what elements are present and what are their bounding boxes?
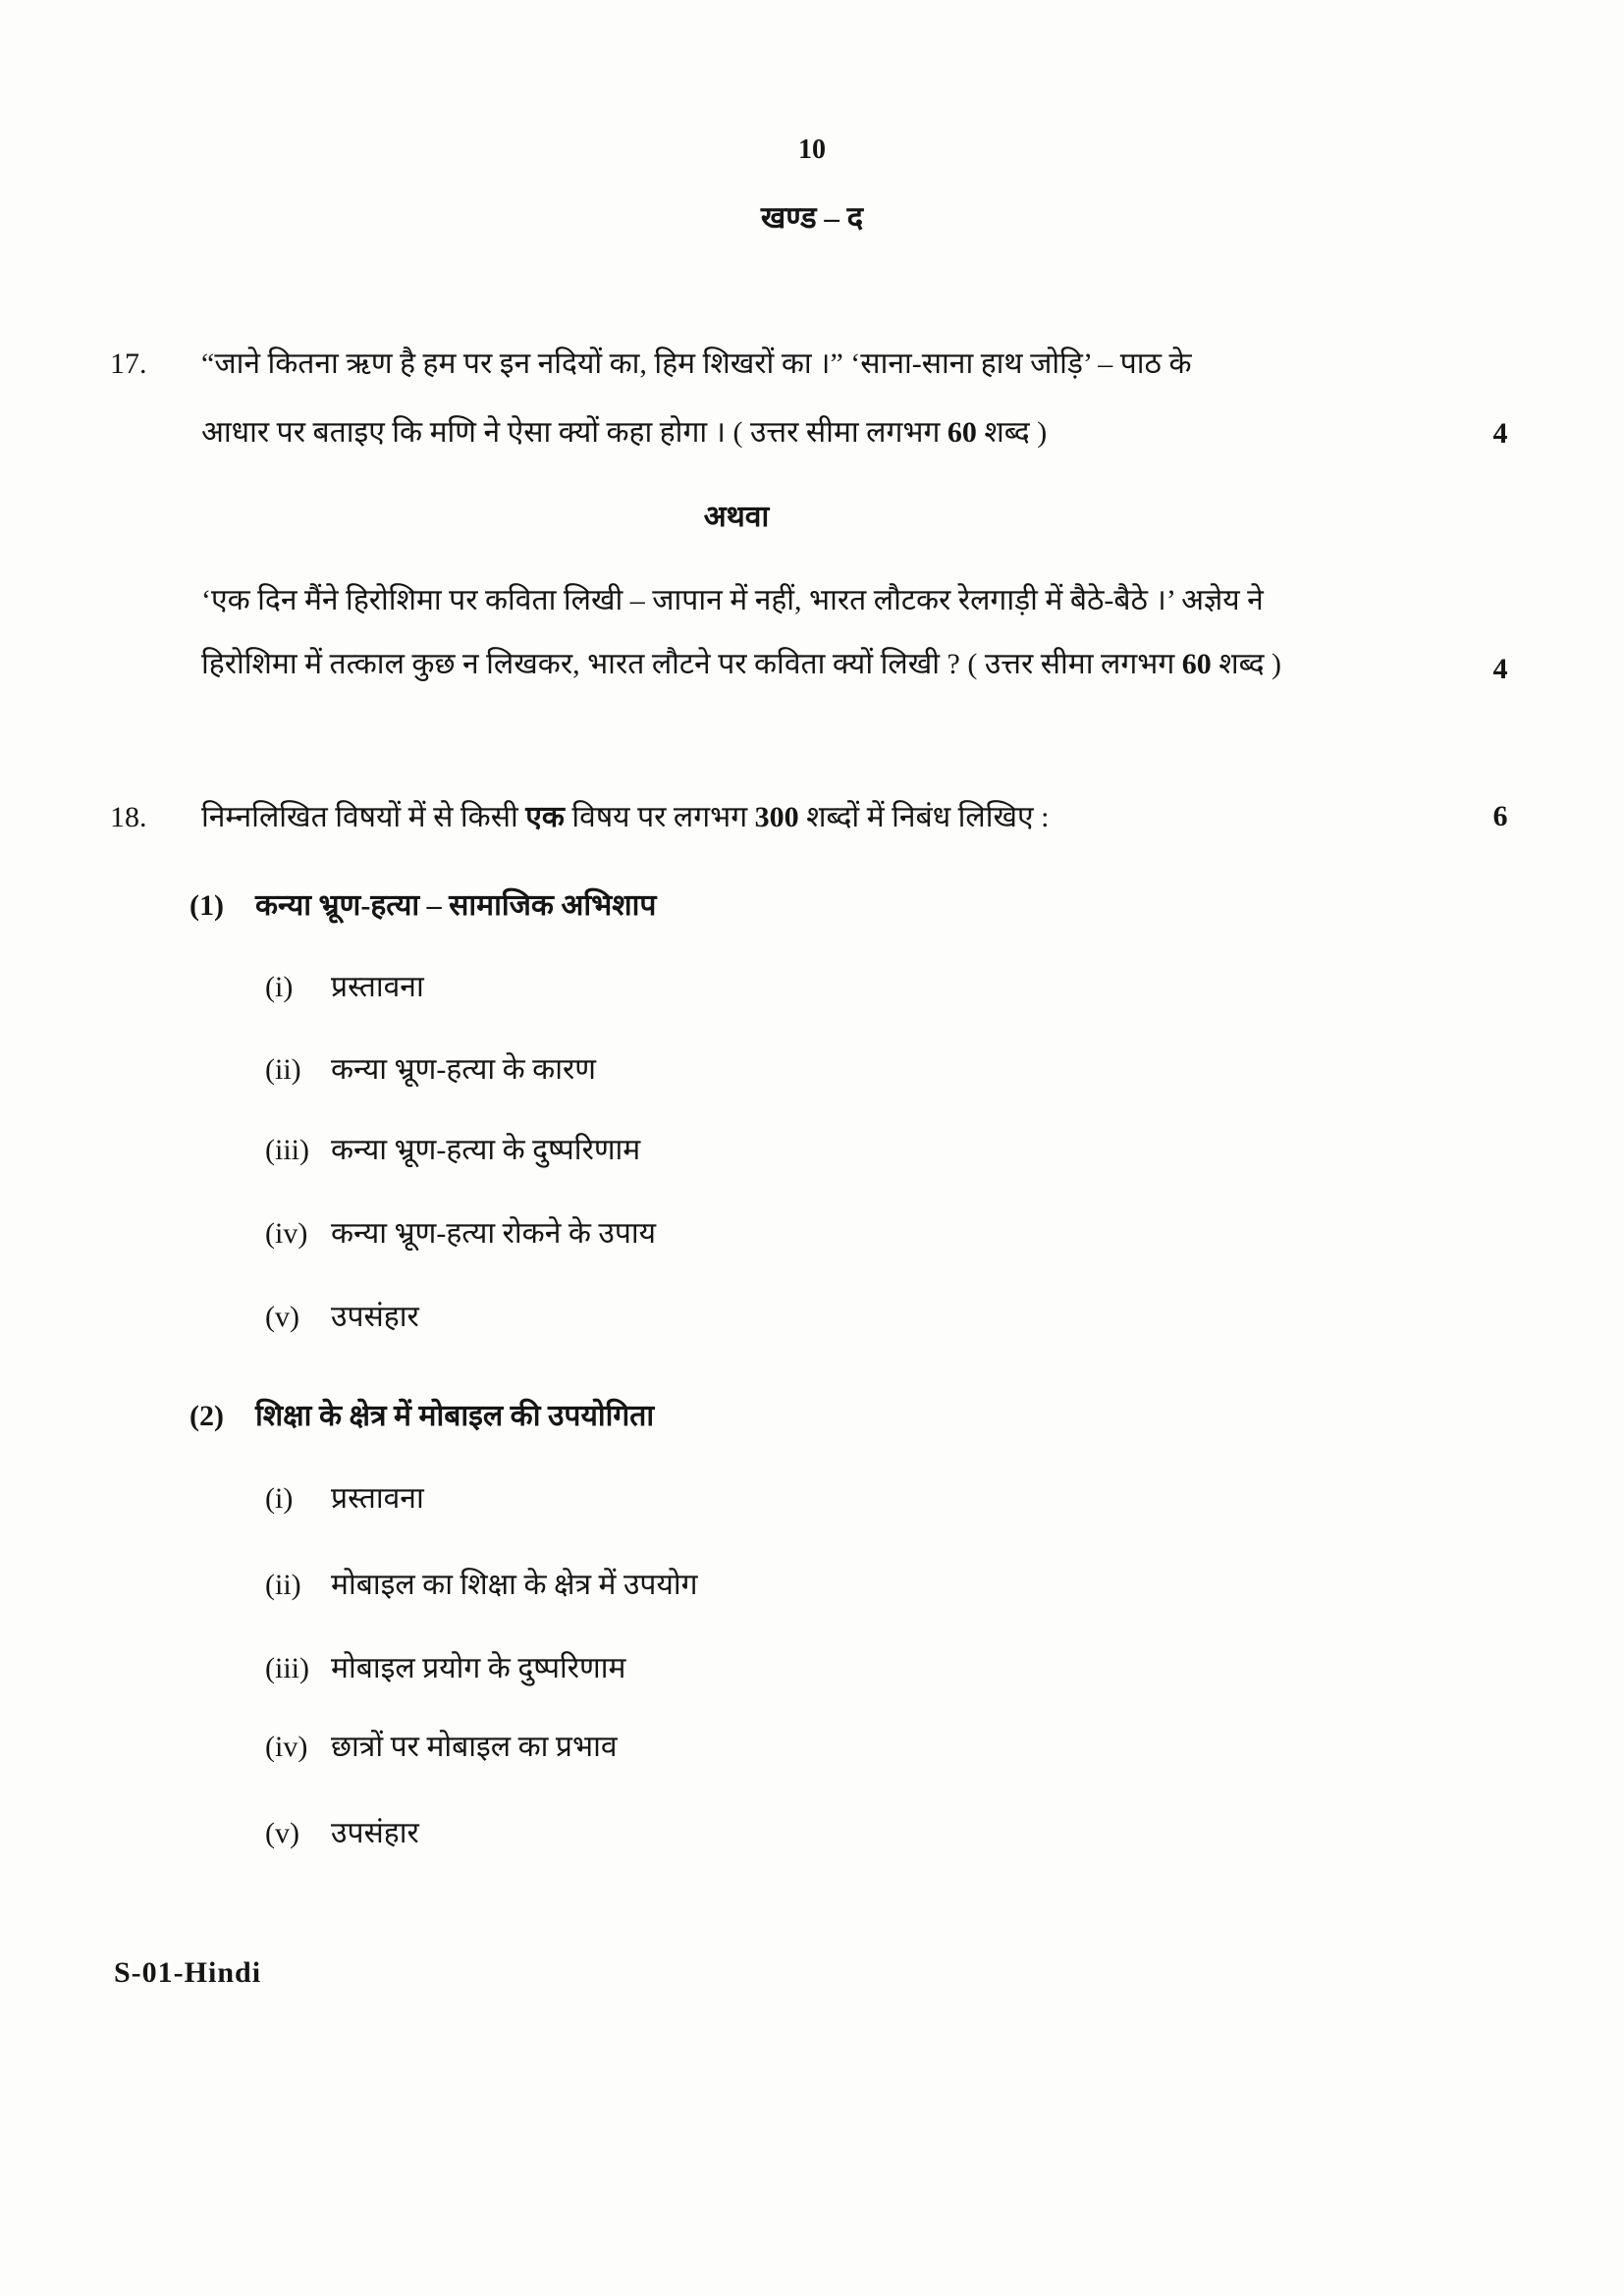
q17-line2 [201,410,1365,455]
topic-2-item-5-label: उपसंहार [331,1817,419,1849]
topic-1-item-4-label: कन्या भ्रूण-हत्या रोकने के उपाय [331,1217,657,1250]
topic-2-item-4-label: छात्रों पर मोबाइल का प्रभाव [331,1731,618,1763]
q17-alt-line2 [201,642,1365,687]
q17-alt-line2-end: शब्द ) [1211,648,1282,680]
q18-one-emphasis: एक [525,801,565,833]
topic-2-outline-item [265,1563,698,1608]
topic-1-title: कन्या भ्रूण-हत्या – सामाजिक अभिशाप [255,889,657,922]
topic-1-item-2-number: (ii) [265,1053,301,1086]
q17-word-limit: 60 [947,416,977,449]
paper-code-footer: S-01-Hindi [114,1956,262,1989]
q17-line2-text: आधार पर बताइए कि मणि ने ऐसा क्यों कहा होगा । ( उत्तर सीमा लगभग [201,416,947,449]
topic-1-item-3-label: कन्या भ्रूण-हत्या के दुष्परिणाम [331,1134,641,1166]
q18-marks: 6 [1492,800,1508,832]
topic-1-item-5-label: उपसंहार [331,1301,419,1333]
q17-alt-marks: 4 [1492,653,1508,685]
topic-2-outline-item [265,1476,424,1522]
topic-2-outline-item [265,1646,625,1691]
topic-2-item-5-number: (v) [265,1817,299,1849]
q18-word-limit: 300 [754,801,799,833]
topic-2-title: शिक्षा के क्षेत्र में मोबाइल की उपयोगिता [255,1400,655,1432]
q17-line1: “जाने कितना ऋण है हम पर इन नदियों का, हिम शिखरों का ।” ‘साना-साना हाथ जोड़ि’ – पाठ के [201,347,1192,380]
q17-alt-word-limit: 60 [1181,648,1212,680]
topic-1-item-2-label: कन्या भ्रूण-हत्या के कारण [331,1053,596,1086]
section-heading: खण्ड – द [760,200,864,235]
topic-1-number: (1) [189,889,224,922]
topic-1-item-3-number: (iii) [265,1134,309,1166]
topic-1-outline-item [265,1211,656,1256]
essay-topic-2 [189,1394,654,1439]
topic-2-item-3-label: मोबाइल प्रयोग के दुष्परिणाम [331,1652,626,1684]
or-label: अथवा [703,501,770,533]
topic-1-item-1-number: (i) [265,971,294,1003]
q18-number: 18. [110,801,147,833]
topic-1-item-1-label: प्रस्तावना [331,971,424,1003]
q18-stem-mid: विषय पर लगभग [564,801,755,833]
topic-1-item-5-number: (v) [265,1301,299,1333]
topic-1-outline-item [265,1128,640,1173]
q18-stem-start: निम्नलिखित विषयों में से किसी [201,801,526,833]
topic-2-outline-item [265,1811,419,1856]
q17-marks: 4 [1492,417,1508,450]
page-number: 10 [798,134,826,165]
q18-stem [201,795,1365,840]
topic-2-item-1-number: (i) [265,1482,294,1515]
topic-1-outline-item [265,1047,596,1093]
topic-2-number: (2) [189,1400,224,1432]
topic-2-item-1-label: प्रस्तावना [331,1482,424,1515]
q17-alt-line1: ‘एक दिन मैंने हिरोशिमा पर कविता लिखी – जापान में नहीं, भारत लौटकर रेलगाड़ी में बैठे-बैठे ।’ अज्ञेय ने [201,584,1264,616]
essay-topic-1 [189,883,656,929]
topic-2-item-3-number: (iii) [265,1652,309,1684]
q17-alt-line2-text: हिरोशिमा में तत्काल कुछ न लिखकर, भारत लौटने पर कविता क्यों लिखी ? ( उत्तर सीमा लगभग [201,648,1182,680]
topic-2-item-4-number: (iv) [265,1731,308,1763]
q17-line2-end: शब्द ) [976,416,1048,449]
topic-2-item-2-label: मोबाइल का शिक्षा के क्षेत्र में उपयोग [331,1569,698,1601]
q17-number: 17. [110,347,147,380]
topic-2-outline-item [265,1725,618,1770]
topic-2-item-2-number: (ii) [265,1569,301,1601]
topic-1-outline-item [265,965,424,1010]
topic-1-outline-item [265,1295,419,1340]
topic-1-item-4-number: (iv) [265,1217,308,1250]
q18-stem-end: शब्दों में निबंध लिखिए : [798,801,1050,833]
